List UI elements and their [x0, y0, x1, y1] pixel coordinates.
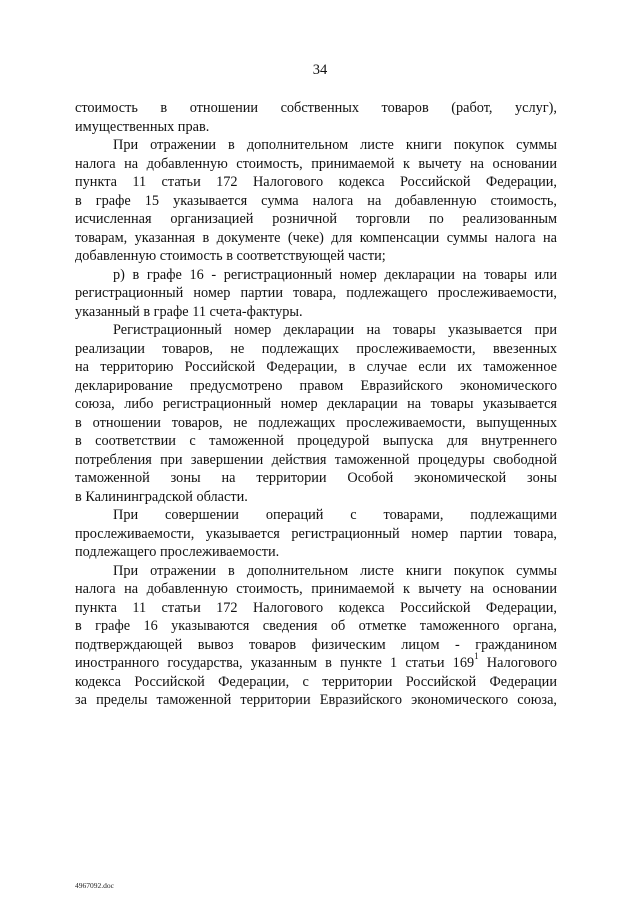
document-body	[75, 99, 557, 710]
text-line: таможенной зоны на территории Особой экономической зоны	[75, 470, 557, 486]
text-line: налога на добавленную стоимость, принимаемой к вычету на основании	[75, 155, 557, 172]
text-line: в графе 16 указываются сведения об отметке таможенного органа,	[75, 618, 557, 634]
text-line: пункта 11 статьи 172 Налогового кодекса Российской Федерации,	[75, 599, 557, 616]
text-line: имущественных прав.	[75, 118, 210, 135]
paragraph-first-line: При отражении в дополнительном листе книги покупок суммы	[113, 137, 557, 153]
text-line: пункта 11 статьи 172 Налогового кодекса Российской Федерации,	[75, 174, 557, 190]
text-line: на территорию Российской Федерации, в случае если их таможенное	[75, 359, 557, 375]
paragraph-first-line: Регистрационный номер декларации на товары указывается при	[113, 322, 557, 338]
text-fragment: иностранного государства, указанным в пункте 1 статьи 169	[75, 655, 475, 671]
text-line: налога на добавленную стоимость, принимаемой к вычету на основании	[75, 581, 557, 597]
page-number: 34	[312, 62, 328, 78]
paragraph-first-line: При совершении операций с товарами, подлежащими	[113, 507, 557, 523]
text-line: в графе 15 указывается сумма налога на добавленную стоимость,	[75, 192, 557, 209]
text-line: реализации товаров, не подлежащих прослеживаемости, ввезенных	[75, 340, 557, 357]
text-line: подтверждающей вывоз товаров физическим лицом - гражданином	[75, 636, 557, 653]
text-line: исчисленная организацией розничной торговли по реализованным	[75, 211, 557, 227]
text-line: добавленную стоимость в соответствующей части;	[75, 248, 386, 264]
text-line: союза, либо регистрационный номер декларации на товары указывается	[75, 396, 557, 412]
text-line: в соответствии с таможенной процедурой выпуска для внутреннего	[75, 433, 557, 449]
text-line: кодекса Российской Федерации, с территории Российской Федерации	[75, 673, 557, 690]
text-line: указанный в графе 11 счета-фактуры.	[75, 303, 303, 320]
text-line: регистрационный номер партии товара, подлежащего прослеживаемости,	[75, 285, 557, 301]
text-line: потребления при завершении действия таможенной процедуры свободной	[75, 451, 557, 468]
text-line: стоимость в отношении собственных товаров (работ, услуг),	[75, 100, 557, 116]
paragraph-first-line: р) в графе 16 - регистрационный номер декларации на товары или	[113, 266, 557, 283]
text-line: в Калининградской области.	[75, 488, 248, 505]
text-fragment: Налогового	[478, 655, 557, 671]
text-line-with-superscript	[75, 651, 557, 673]
text-line: подлежащего прослеживаемости.	[75, 544, 280, 560]
text-line: декларирование предусмотрено правом Евразийского экономического	[75, 377, 557, 394]
text-line: прослеживаемости, указывается регистрационный номер партии товара,	[75, 525, 557, 542]
text-line: товарам, указанная в документе (чеке) для компенсации суммы налога на	[75, 229, 557, 246]
paragraph-first-line: При отражении в дополнительном листе книги покупок суммы	[113, 562, 557, 579]
text-line: за пределы таможенной территории Евразийского экономического союза,	[75, 692, 557, 708]
footer-filename: 4967092.doc	[75, 881, 114, 890]
text-line: в отношении товаров, не подлежащих прослеживаемости, выпущенных	[75, 414, 557, 431]
superscript-marker: 1	[474, 651, 479, 662]
